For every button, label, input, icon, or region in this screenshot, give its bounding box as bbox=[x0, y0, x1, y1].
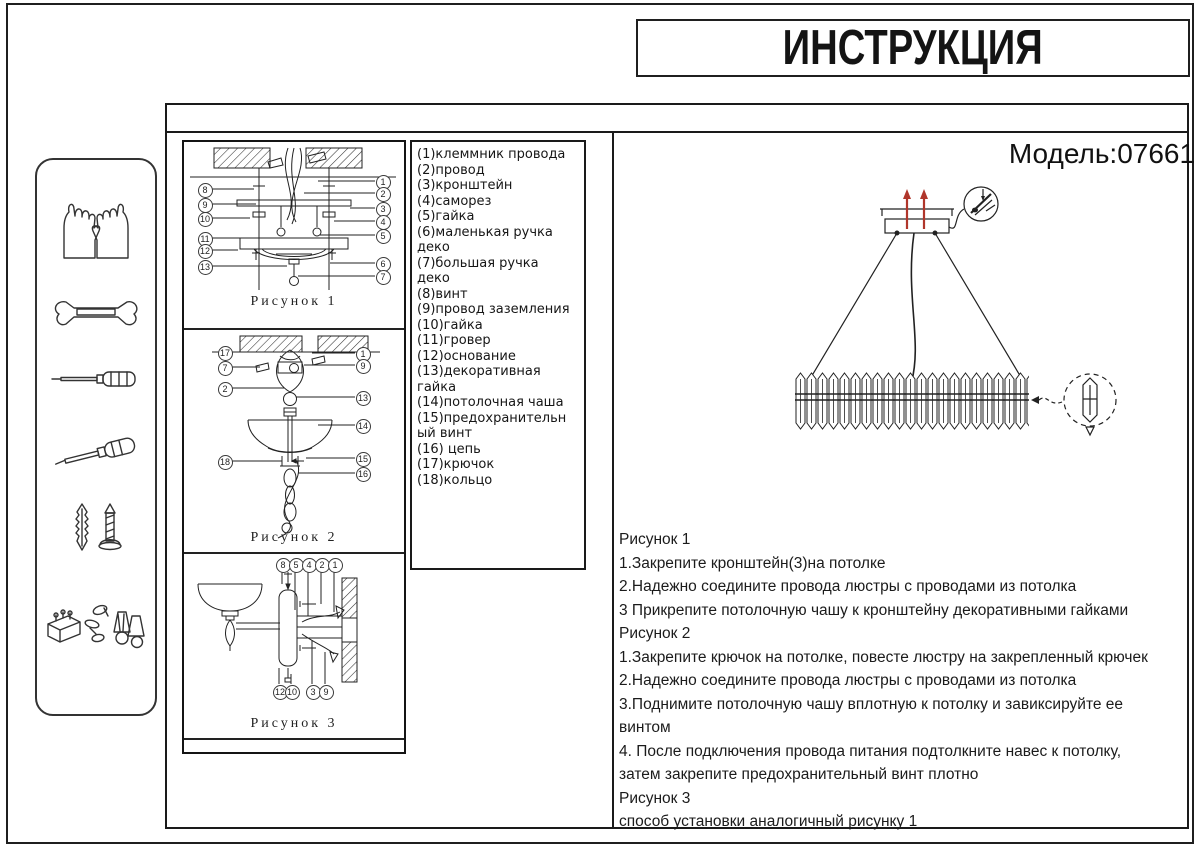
figure-callout: 10 bbox=[285, 685, 300, 700]
part-item: (12)основание bbox=[417, 348, 516, 364]
figure-2-caption: Рисунок 2 bbox=[250, 530, 338, 545]
part-item: (7)большая ручка деко bbox=[417, 255, 539, 286]
figure-callout: 2 bbox=[315, 558, 330, 573]
figure-callout: 3 bbox=[376, 202, 391, 217]
figure-callout: 12 bbox=[198, 244, 213, 259]
instruction-line: Рисунок 1 bbox=[619, 531, 691, 548]
figure-callout: 5 bbox=[289, 558, 304, 573]
column-divider bbox=[612, 131, 614, 827]
title-box bbox=[636, 19, 1190, 77]
figure-callout: 1 bbox=[328, 558, 343, 573]
figure-callout: 13 bbox=[356, 391, 371, 406]
chandelier-diagram bbox=[787, 177, 1137, 467]
figure-3-drawing bbox=[184, 554, 402, 738]
part-item: (18)кольцо bbox=[417, 472, 493, 488]
figure-callout: 5 bbox=[376, 229, 391, 244]
instruction-line: способ установки аналогичный рисунку 1 bbox=[619, 813, 918, 830]
part-item: (15)предохранительный винт bbox=[417, 410, 567, 441]
part-item: (10)гайка bbox=[417, 317, 483, 333]
figure-3 bbox=[184, 554, 404, 740]
part-item: (5)гайка bbox=[417, 209, 475, 224]
figure-callout: 14 bbox=[356, 419, 371, 434]
figure-callout: 6 bbox=[376, 257, 391, 272]
part-item: (17)крючок bbox=[417, 457, 495, 472]
part-item: (9)провод заземления bbox=[417, 302, 570, 317]
figure-callout: 2 bbox=[376, 187, 391, 202]
figure-callout: 8 bbox=[198, 183, 213, 198]
figure-callout: 4 bbox=[302, 558, 317, 573]
model-label: Модель:07661 bbox=[1008, 138, 1196, 169]
instruction-line: Рисунок 3 bbox=[619, 789, 691, 807]
figure-callout: 12 bbox=[273, 685, 288, 700]
figure-callout: 1 bbox=[376, 175, 391, 190]
figure-callout: 10 bbox=[198, 212, 213, 227]
figure-callout: 2 bbox=[218, 382, 233, 397]
instruction-line: 2.Надежно соедините провода люстры с проводами из потолка bbox=[619, 672, 1077, 689]
figure-callout: 16 bbox=[356, 467, 371, 482]
instruction-line: 1.Закрепите кронштейн(3)на потолке bbox=[619, 554, 886, 572]
part-item: (2)провод bbox=[417, 162, 485, 178]
figure-callout: 1 bbox=[356, 347, 371, 362]
figure-callout: 8 bbox=[276, 558, 291, 573]
wrench-icon bbox=[37, 292, 155, 332]
figure-callout: 4 bbox=[376, 215, 391, 230]
instruction-line: 2.Надежно соедините провода люстры с проводами из потолка bbox=[619, 578, 1077, 595]
part-item: (3)кронштейн bbox=[417, 178, 513, 193]
parts-list bbox=[410, 140, 586, 570]
instruction-line: 4. После подключения провода питания подтолкните навес к потолку, затем закрепите предохранительный винт плотно bbox=[619, 742, 1121, 783]
figure-callout: 15 bbox=[356, 452, 371, 467]
figure-1 bbox=[184, 142, 404, 330]
instruction-line: 3 Прикрепите потолочную чашу к кронштейну декоративными гайками bbox=[619, 601, 1129, 619]
figure-callout: 13 bbox=[198, 260, 213, 275]
header-divider bbox=[167, 131, 1187, 133]
awl-screwdriver-icon bbox=[37, 422, 155, 478]
figure-callout: 7 bbox=[376, 270, 391, 285]
part-item: (14)потолочная чаша bbox=[417, 395, 564, 410]
part-item: (13)декоративная гайка bbox=[417, 364, 541, 395]
figure-callout: 11 bbox=[198, 232, 213, 247]
instruction-line: 3.Поднимите потолочную чашу вплотную к потолку и завиксируйте ее винтом bbox=[619, 695, 1124, 736]
document-title: ИНСТРУКЦИЯ bbox=[782, 21, 1044, 75]
part-item: (11)гровер bbox=[417, 333, 491, 348]
fasteners-icon bbox=[37, 598, 155, 658]
figure-callout: 3 bbox=[306, 685, 321, 700]
anchor-screw-icon bbox=[37, 500, 155, 566]
part-item: (16) цепь bbox=[417, 441, 481, 457]
part-item: (8)винт bbox=[417, 286, 468, 302]
part-item: (6)маленькая ручка деко bbox=[417, 224, 553, 255]
gloves-icon bbox=[37, 188, 155, 264]
instruction-line: Рисунок 2 bbox=[619, 625, 691, 642]
figure-callout: 9 bbox=[198, 198, 213, 213]
tools-panel bbox=[35, 158, 157, 716]
figure-3-caption: Рисунок 3 bbox=[250, 716, 338, 731]
figure-1-caption: Рисунок 1 bbox=[250, 294, 338, 309]
figure-callout: 9 bbox=[319, 685, 334, 700]
figure-callout: 18 bbox=[218, 455, 233, 470]
figure-callout: 17 bbox=[218, 346, 233, 361]
figures-panel bbox=[182, 140, 406, 754]
instruction-line: 1.Закрепите крючок на потолке, повесте люстру на закрепленный крючек bbox=[619, 648, 1148, 666]
content-area bbox=[165, 103, 1196, 830]
instructions-text bbox=[619, 528, 1164, 834]
figure-callout: 9 bbox=[356, 359, 371, 374]
figure-2 bbox=[184, 330, 404, 554]
part-item: (1)клеммник провода bbox=[417, 147, 566, 162]
screwdriver-icon bbox=[37, 366, 155, 392]
figure-callout: 7 bbox=[218, 361, 233, 376]
part-item: (4)саморез bbox=[417, 193, 492, 209]
